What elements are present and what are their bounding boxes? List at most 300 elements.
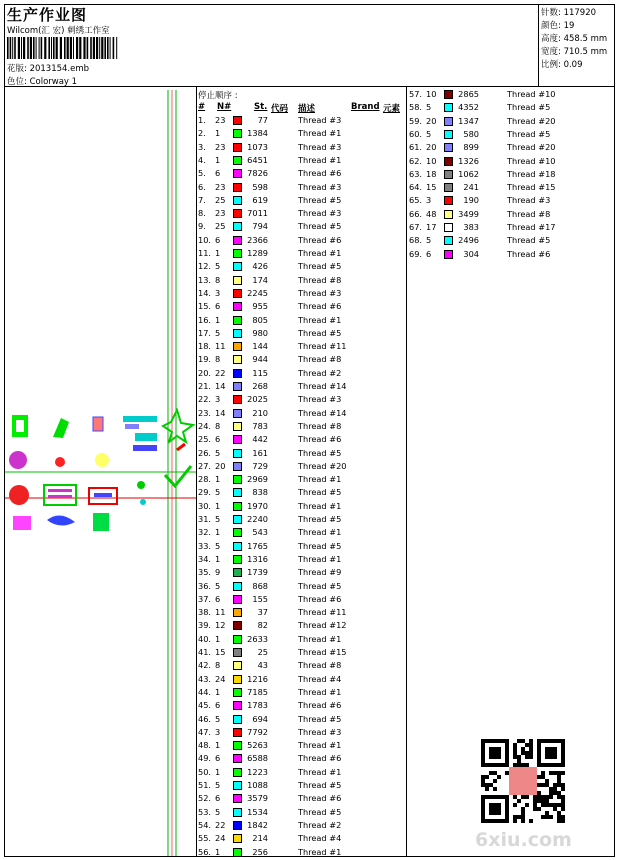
row-stitches: 155 [252, 593, 268, 604]
color-swatch [233, 728, 242, 737]
row-thread: Thread #5 [298, 806, 342, 817]
table-row [409, 142, 609, 155]
row-needle: 1 [215, 766, 221, 777]
row-thread: Thread #5 [298, 221, 342, 232]
row-index: 45. [198, 700, 212, 711]
row-needle: 6 [215, 168, 221, 179]
row-stitches: 1347 [458, 115, 479, 126]
row-needle: 22 [215, 367, 226, 378]
row-index: 1. [198, 115, 206, 125]
table-row [409, 182, 609, 195]
color-swatch [233, 169, 242, 178]
row-stitches: 7792 [247, 726, 268, 737]
color-swatch [233, 595, 242, 604]
row-needle: 6 [215, 700, 221, 711]
row-thread: Thread #12 [298, 620, 347, 631]
row-thread: Thread #1 [298, 527, 342, 538]
color-swatch [233, 808, 242, 817]
color-swatch [233, 342, 242, 351]
row-stitches: 805 [252, 314, 268, 325]
color-swatch [233, 449, 242, 458]
row-needle: 17 [426, 222, 437, 232]
qr-code [481, 739, 565, 823]
color-swatch [233, 302, 242, 311]
row-stitches: 2366 [247, 234, 268, 245]
row-stitches: 25 [257, 647, 268, 657]
color-swatch [233, 196, 242, 205]
row-thread: Thread #3 [298, 115, 342, 125]
row-index: 29. [198, 487, 212, 498]
table-row [198, 780, 398, 793]
table-row [198, 408, 398, 421]
row-needle: 8 [215, 660, 221, 671]
row-thread: Thread #20 [507, 115, 556, 126]
motif-cherry [55, 457, 65, 467]
header-divider [4, 86, 615, 87]
row-needle: 6 [215, 434, 221, 445]
color-swatch [233, 249, 242, 258]
row-index: 58. [409, 102, 423, 113]
info-divider [538, 4, 539, 86]
row-needle: 1 [215, 553, 221, 564]
color-swatch [233, 395, 242, 404]
color-swatch [233, 794, 242, 803]
row-stitches: 6451 [247, 154, 268, 165]
row-thread: Thread #6 [507, 248, 551, 259]
table-row [198, 581, 398, 594]
row-needle: 5 [215, 487, 221, 498]
row-stitches: 241 [463, 182, 479, 193]
color-swatch [233, 183, 242, 192]
row-thread: Thread #6 [298, 168, 342, 179]
table-row [409, 89, 609, 102]
row-thread: Thread #1 [298, 314, 342, 325]
table-row [198, 527, 398, 540]
row-needle: 1 [215, 846, 221, 857]
color-swatch [233, 143, 242, 152]
row-needle: 48 [426, 208, 437, 219]
row-thread: Thread #15 [507, 182, 556, 193]
row-index: 2. [198, 128, 206, 139]
row-needle: 1 [215, 474, 221, 485]
row-thread: Thread #20 [298, 460, 347, 471]
row-thread: Thread #17 [507, 222, 556, 232]
row-needle: 1 [215, 500, 221, 511]
row-index: 22. [198, 394, 212, 405]
color-swatch [233, 262, 242, 271]
row-needle: 5 [215, 580, 221, 591]
row-thread: Thread #5 [298, 713, 342, 724]
row-stitches: 383 [463, 222, 479, 232]
col-element: 元素 [383, 104, 401, 114]
color-swatch [233, 422, 242, 431]
row-needle: 23 [215, 181, 226, 192]
table-row [409, 195, 609, 208]
table-row [198, 182, 398, 195]
row-stitches: 783 [252, 420, 268, 431]
row-thread: Thread #10 [507, 155, 556, 166]
table-row [409, 249, 609, 262]
color-swatch [233, 848, 242, 857]
row-needle: 1 [215, 633, 221, 644]
row-needle: 1 [215, 154, 221, 165]
row-stitches: 2865 [458, 89, 479, 99]
table-row [198, 607, 398, 620]
row-stitches: 1088 [247, 780, 268, 790]
table-row [198, 448, 398, 461]
table-row [198, 221, 398, 234]
row-needle: 5 [215, 514, 221, 524]
color-swatch [444, 210, 453, 219]
row-needle: 5 [426, 235, 432, 246]
row-thread: Thread #6 [298, 593, 342, 604]
row-thread: Thread #3 [298, 141, 342, 152]
row-thread: Thread #5 [507, 102, 551, 113]
row-thread: Thread #8 [298, 354, 342, 365]
row-thread: Thread #4 [298, 673, 342, 684]
table-row [198, 753, 398, 766]
table-row [198, 740, 398, 753]
color-swatch [233, 462, 242, 471]
row-thread: Thread #1 [298, 128, 342, 139]
row-thread: Thread #2 [298, 819, 342, 830]
motif-frog [93, 513, 109, 531]
row-needle: 5 [215, 327, 221, 338]
row-index: 52. [198, 793, 212, 804]
row-needle: 11 [215, 341, 226, 352]
row-thread: Thread #1 [298, 846, 342, 857]
row-stitches: 694 [252, 713, 268, 724]
row-index: 17. [198, 327, 212, 338]
row-needle: 23 [215, 141, 226, 152]
table-row [198, 714, 398, 727]
row-thread: Thread #5 [298, 194, 342, 205]
color-swatch [233, 116, 242, 125]
row-index: 65. [409, 195, 423, 206]
col-stitches: St. [254, 102, 268, 112]
row-stitches: 1316 [247, 553, 268, 564]
row-needle: 20 [426, 142, 437, 153]
color-swatch [444, 130, 453, 139]
row-thread: Thread #9 [298, 567, 342, 578]
row-index: 32. [198, 527, 212, 538]
color-swatch [233, 409, 242, 418]
row-needle: 5 [215, 713, 221, 724]
row-index: 13. [198, 274, 212, 285]
color-swatch [233, 542, 242, 551]
row-needle: 23 [215, 208, 226, 219]
row-stitches: 3499 [458, 208, 479, 219]
row-thread: Thread #6 [298, 301, 342, 312]
row-index: 44. [198, 686, 212, 697]
color-swatch [233, 635, 242, 644]
motif-mark [177, 444, 185, 450]
table-row [198, 807, 398, 820]
row-index: 35. [198, 567, 212, 578]
row-index: 3. [198, 141, 206, 152]
row-stitches: 980 [252, 327, 268, 338]
row-index: 36. [198, 580, 212, 591]
row-stitches: 2245 [247, 287, 268, 298]
row-needle: 6 [215, 301, 221, 312]
color-swatch [233, 715, 242, 724]
color-swatch [444, 196, 453, 205]
row-index: 53. [198, 806, 212, 817]
motif-ny [12, 415, 28, 437]
row-thread: Thread #5 [298, 780, 342, 790]
row-stitches: 1062 [458, 168, 479, 179]
row-needle: 6 [426, 248, 432, 259]
color-swatch [233, 156, 242, 165]
row-thread: Thread #20 [507, 142, 556, 153]
row-index: 9. [198, 221, 206, 232]
row-stitches: 82 [257, 620, 268, 631]
table-row [198, 660, 398, 673]
row-needle: 3 [215, 287, 221, 298]
row-thread: Thread #5 [298, 514, 342, 524]
row-index: 61. [409, 142, 423, 153]
table-row [198, 195, 398, 208]
row-thread: Thread #1 [298, 248, 342, 258]
color-swatch [444, 143, 453, 152]
table-row [198, 647, 398, 660]
row-thread: Thread #3 [298, 287, 342, 298]
row-needle: 8 [215, 354, 221, 365]
row-stitches: 2496 [458, 235, 479, 246]
col-brand: Brand [351, 102, 380, 112]
row-stitches: 1073 [247, 141, 268, 152]
row-stitches: 37 [257, 607, 268, 618]
row-index: 60. [409, 128, 423, 139]
table-row [198, 421, 398, 434]
row-thread: Thread #1 [298, 154, 342, 165]
page-title: 生产作业图 [7, 6, 88, 24]
info-item: 高度: 458.5 mm [541, 34, 608, 44]
row-needle: 18 [426, 168, 437, 179]
row-needle: 10 [426, 89, 437, 99]
info-item: 颜色: 19 [541, 21, 575, 31]
table-row [409, 129, 609, 142]
row-thread: Thread #14 [298, 381, 347, 391]
table-row [198, 288, 398, 301]
row-index: 49. [198, 753, 212, 764]
row-stitches: 1783 [247, 700, 268, 711]
row-index: 38. [198, 607, 212, 618]
row-needle: 5 [215, 806, 221, 817]
row-thread: Thread #18 [507, 168, 556, 179]
design-preview [5, 90, 196, 856]
motif-fish [47, 515, 75, 525]
row-index: 18. [198, 341, 212, 352]
row-stitches: 190 [463, 195, 479, 206]
color-swatch [233, 316, 242, 325]
row-index: 8. [198, 208, 206, 219]
design-divider [196, 86, 197, 857]
table-row [198, 248, 398, 261]
row-needle: 20 [426, 115, 437, 126]
row-stitches: 2969 [247, 474, 268, 485]
motif-sun [95, 453, 109, 467]
color-swatch [444, 223, 453, 232]
color-swatch [233, 209, 242, 218]
row-stitches: 161 [252, 447, 268, 458]
row-index: 62. [409, 155, 423, 166]
color-swatch [233, 621, 242, 630]
row-stitches: 868 [252, 580, 268, 591]
row-index: 68. [409, 235, 423, 246]
row-index: 23. [198, 407, 212, 418]
row-index: 31. [198, 514, 212, 524]
row-thread: Thread #5 [298, 261, 342, 272]
row-thread: Thread #3 [298, 394, 342, 405]
info-item: 宽度: 710.5 mm [541, 47, 608, 57]
table-row [198, 328, 398, 341]
row-index: 24. [198, 420, 212, 431]
table-row [409, 116, 609, 129]
color-swatch [233, 648, 242, 657]
table-row [198, 674, 398, 687]
table-row [198, 341, 398, 354]
row-thread: Thread #3 [507, 195, 551, 206]
row-stitches: 1289 [247, 248, 268, 258]
row-index: 15. [198, 301, 212, 312]
row-index: 14. [198, 287, 212, 298]
row-needle: 20 [215, 460, 226, 471]
table-row [198, 128, 398, 141]
row-index: 56. [198, 846, 212, 857]
row-index: 50. [198, 766, 212, 777]
row-needle: 5 [215, 780, 221, 790]
motif-jar [93, 417, 103, 431]
row-index: 27. [198, 460, 212, 471]
col-n: N# [217, 102, 232, 112]
row-index: 55. [198, 833, 212, 844]
row-thread: Thread #1 [298, 474, 342, 485]
row-thread: Thread #5 [507, 235, 551, 246]
row-needle: 15 [215, 647, 226, 657]
row-stitches: 3579 [247, 793, 268, 804]
row-index: 11. [198, 248, 212, 258]
color-swatch [233, 236, 242, 245]
row-needle: 1 [215, 314, 221, 325]
color-swatch [233, 701, 242, 710]
color-swatch [444, 90, 453, 99]
table-row [198, 354, 398, 367]
row-thread: Thread #1 [298, 686, 342, 697]
table-row [198, 727, 398, 740]
table-title: 停止顺序 : [198, 91, 238, 101]
table-row [198, 554, 398, 567]
row-stitches: 1970 [247, 500, 268, 511]
info-item: 针数: 117920 [541, 8, 597, 18]
color-swatch [233, 754, 242, 763]
row-needle: 1 [215, 686, 221, 697]
color-swatch [233, 781, 242, 790]
color-swatch [233, 515, 242, 524]
table-row [198, 315, 398, 328]
row-stitches: 619 [252, 194, 268, 205]
row-thread: Thread #8 [507, 208, 551, 219]
table-row [198, 833, 398, 846]
row-index: 34. [198, 553, 212, 564]
row-stitches: 174 [252, 274, 268, 285]
row-stitches: 7011 [247, 208, 268, 219]
row-stitches: 77 [257, 115, 268, 125]
row-index: 46. [198, 713, 212, 724]
row-needle: 1 [215, 740, 221, 751]
row-stitches: 1534 [247, 806, 268, 817]
color-swatch [233, 488, 242, 497]
row-needle: 1 [215, 527, 221, 538]
row-needle: 1 [215, 128, 221, 139]
row-index: 39. [198, 620, 212, 631]
color-swatch [233, 502, 242, 511]
row-stitches: 442 [252, 434, 268, 445]
row-stitches: 1216 [247, 673, 268, 684]
barcode [7, 37, 119, 59]
row-stitches: 729 [252, 460, 268, 471]
watermark: 6xiu.com [475, 829, 572, 851]
table-row [198, 115, 398, 128]
table-row [198, 474, 398, 487]
row-index: 51. [198, 780, 212, 790]
row-index: 57. [409, 89, 423, 99]
row-index: 20. [198, 367, 212, 378]
row-stitches: 2240 [247, 514, 268, 524]
row-stitches: 1739 [247, 567, 268, 578]
row-stitches: 2633 [247, 633, 268, 644]
row-needle: 5 [426, 102, 432, 113]
table-row [409, 235, 609, 248]
color-swatch [444, 183, 453, 192]
info-item: 比例: 0.09 [541, 60, 583, 70]
row-index: 25. [198, 434, 212, 445]
row-stitches: 43 [257, 660, 268, 671]
row-stitches: 426 [252, 261, 268, 272]
row-index: 5. [198, 168, 206, 179]
row-thread: Thread #6 [298, 753, 342, 764]
row-thread: Thread #5 [298, 447, 342, 458]
table-row [198, 142, 398, 155]
row-needle: 11 [215, 607, 226, 618]
table-row [198, 820, 398, 833]
row-needle: 6 [215, 753, 221, 764]
table-row [198, 767, 398, 780]
table-row [198, 567, 398, 580]
table-row [409, 209, 609, 222]
table-row [198, 847, 398, 860]
row-thread: Thread #14 [298, 407, 347, 418]
row-index: 59. [409, 115, 423, 126]
row-thread: Thread #5 [507, 128, 551, 139]
color-swatch [233, 555, 242, 564]
table-row [198, 634, 398, 647]
row-thread: Thread #11 [298, 341, 347, 352]
color-swatch [233, 568, 242, 577]
row-stitches: 5263 [247, 740, 268, 751]
row-index: 43. [198, 673, 212, 684]
row-stitches: 899 [463, 142, 479, 153]
row-needle: 12 [215, 620, 226, 631]
row-needle: 9 [215, 567, 221, 578]
table-row [198, 687, 398, 700]
row-needle: 15 [426, 182, 437, 193]
row-index: 21. [198, 381, 212, 391]
row-thread: Thread #2 [298, 367, 342, 378]
row-thread: Thread #6 [298, 793, 342, 804]
row-index: 64. [409, 182, 423, 193]
row-index: 54. [198, 819, 212, 830]
